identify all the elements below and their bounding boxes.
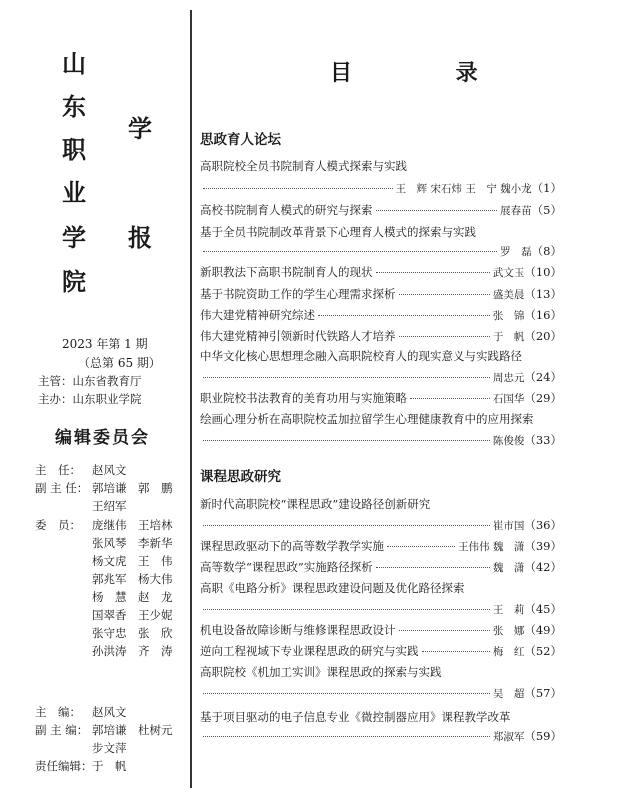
section-heading: 课程思政研究	[200, 469, 281, 485]
toc-entry-authors: 吴 超	[492, 688, 525, 700]
toc-entry-line	[200, 538, 562, 554]
journal-name-char: 学	[62, 223, 86, 252]
toc-entry-line	[200, 432, 562, 448]
toc-entry-title[interactable]: 新时代高职院校“课程思政”建设路径创新研究	[200, 497, 431, 511]
committee-name: 郭兆军	[92, 572, 127, 586]
committee-name: 张风琴	[92, 536, 127, 550]
table-of-contents	[200, 0, 610, 801]
toc-entry-page[interactable]: （36）	[524, 518, 562, 532]
committee-name: 李新华	[138, 536, 173, 550]
toc-entry-page[interactable]: （45）	[524, 602, 562, 616]
dot-leader	[203, 693, 490, 694]
committee-name: 国翠香	[92, 608, 127, 622]
toc-entry-authors: 石国华	[492, 393, 525, 405]
committee-name: 郭培谦	[92, 481, 127, 495]
dot-leader	[399, 294, 490, 295]
dot-leader	[203, 440, 490, 441]
journal-info-column	[0, 0, 190, 801]
dot-leader	[376, 272, 490, 273]
dot-leader	[422, 651, 490, 652]
toc-entry-line	[200, 243, 562, 259]
committee-name: 于 帆	[92, 759, 127, 773]
toc-entry-authors: 张 娜	[492, 625, 525, 637]
committee-name: 郭培谦	[92, 723, 127, 737]
toc-entry-page[interactable]: （29）	[524, 391, 562, 405]
toc-entry-line	[200, 643, 562, 659]
toc-entry-page[interactable]: （49）	[524, 623, 562, 637]
journal-name-char: 学	[128, 114, 152, 143]
journal-name-char: 院	[62, 267, 86, 296]
section-heading: 思政育人论坛	[200, 132, 281, 148]
toc-entry-title[interactable]: 机电设备故障诊断与维修课程思政设计	[200, 623, 396, 637]
committee-name: 王培林	[138, 518, 173, 532]
toc-entry-authors: 盛美晨	[492, 289, 525, 301]
toc-entry-page[interactable]: （20）	[524, 329, 562, 343]
toc-entry-title[interactable]: 高职院校《机加工实训》课程思政的探索与实践	[200, 665, 442, 679]
column-divider	[190, 10, 192, 788]
toc-entry-page[interactable]: （52）	[524, 644, 562, 658]
toc-entry-authors: 郑淑军	[492, 731, 525, 743]
toc-entry-authors: 梅 红	[492, 646, 525, 658]
dot-leader	[376, 567, 490, 568]
toc-entry-title[interactable]: 基于书院资助工作的学生心理需求探析	[200, 287, 396, 301]
committee-name: 杨大伟	[138, 572, 173, 586]
journal-name-char: 职	[62, 135, 86, 164]
toc-entry-page[interactable]: （57）	[524, 686, 562, 700]
committee-name: 赵 龙	[138, 590, 173, 604]
toc-entry-authors: 张 锦	[492, 310, 525, 322]
dot-leader	[203, 609, 490, 610]
dot-leader	[376, 210, 498, 211]
committee-name: 杜树元	[138, 723, 173, 737]
committee-title: 编辑委员会	[55, 428, 150, 448]
role-label: 副 主 任：	[35, 481, 89, 495]
toc-entry-authors: 罗 磊	[500, 246, 532, 258]
toc-entry-authors: 崔市国	[492, 520, 525, 532]
committee-name: 张 欣	[138, 626, 173, 640]
toc-entry-line	[200, 202, 562, 218]
toc-entry-line	[200, 328, 562, 344]
dot-leader	[387, 546, 455, 547]
toc-entry-title[interactable]: 基于项目驱动的电子信息专业《微控制器应用》课程教学改革	[200, 710, 511, 724]
dot-leader	[203, 525, 490, 526]
dot-leader	[203, 188, 393, 189]
dot-leader	[203, 377, 490, 378]
toc-entry-page[interactable]: （16）	[524, 308, 562, 322]
toc-entry-line	[200, 286, 562, 302]
toc-entry-title[interactable]: 高等数学“课程思政”实施路径探析	[200, 560, 373, 574]
committee-name: 王 伟	[138, 554, 173, 568]
toc-entry-authors: 王 莉	[492, 604, 525, 616]
journal-name-char: 东	[62, 92, 86, 121]
toc-entry-authors: 周忠元	[492, 372, 525, 384]
toc-entry-page[interactable]: （39）	[524, 539, 562, 553]
dot-leader	[318, 315, 490, 316]
committee-name: 杨文虎	[92, 554, 127, 568]
toc-entry-page[interactable]: （24）	[524, 370, 562, 384]
toc-entry-line	[200, 517, 562, 533]
dot-leader	[203, 736, 490, 737]
committee-name: 赵风文	[92, 705, 127, 719]
toc-entry-page[interactable]: （42）	[524, 560, 562, 574]
committee-name: 步文萍	[92, 741, 127, 755]
dot-leader	[203, 251, 497, 252]
toc-entry-page[interactable]: （59）	[524, 729, 562, 743]
dot-leader	[399, 630, 490, 631]
toc-entry-title[interactable]: 新职教法下高职书院制育人的现状	[200, 265, 373, 279]
toc-entry-title[interactable]: 高职院校全员书院制育人模式探索与实践	[200, 159, 407, 173]
toc-entry-page[interactable]: （10）	[524, 265, 562, 279]
toc-entry-authors: 王 辉 宋石炜 王 宁 魏小龙	[395, 183, 532, 195]
toc-entry-title[interactable]: 高职《电路分析》课程思政建设问题及优化路径探索	[200, 581, 465, 595]
toc-entry-page[interactable]: （33）	[524, 433, 562, 447]
role-label: 主 编：	[35, 705, 81, 719]
toc-entry-line	[200, 264, 562, 280]
toc-entry-title[interactable]: 课程思政驱动下的高等数学教学实施	[200, 539, 384, 553]
journal-name-char: 报	[128, 223, 152, 252]
committee-name: 王绍军	[92, 499, 127, 513]
toc-entry-authors: 王伟伟 魏 潇	[458, 541, 525, 553]
toc-entry-line	[200, 559, 562, 575]
toc-entry-page[interactable]: （13）	[524, 287, 562, 301]
toc-entry-line	[200, 685, 562, 701]
toc-entry-title[interactable]: 绘画心理分析在高职院校孟加拉留学生心理健康教育中的应用探索	[200, 412, 534, 426]
role-label: 责任编辑：	[35, 759, 93, 773]
committee-name: 杨 慧	[92, 590, 127, 604]
role-label: 副 主 编：	[35, 723, 89, 737]
role-label: 委 员：	[35, 518, 81, 532]
role-label: 主 任：	[35, 463, 81, 477]
committee-name: 齐 涛	[138, 644, 173, 658]
toc-entry-authors: 陈俊俊	[492, 435, 525, 447]
toc-entry-title[interactable]: 高校书院制育人模式的研究与探索	[200, 203, 373, 217]
journal-name-char: 山	[62, 49, 86, 78]
issue-total: （总第 65 期）	[78, 356, 161, 370]
toc-entry-page[interactable]: （5）	[531, 203, 562, 217]
toc-entry-title[interactable]: 伟大建党精神研究综述	[200, 308, 315, 322]
toc-entry-title[interactable]: 逆向工程视域下专业课程思政的研究与实践	[200, 644, 419, 658]
toc-entry-title[interactable]: 基于全员书院制改革背景下心理育人模式的探索与实践	[200, 225, 476, 239]
issue-number: 2023 年第 1 期	[62, 337, 148, 351]
committee-name: 孙洪涛	[92, 644, 127, 658]
toc-entry-authors: 展春苗	[500, 205, 532, 217]
toc-entry-authors: 武文玉	[492, 267, 525, 279]
dot-leader	[410, 398, 490, 399]
sponsor: 主管：山东省教育厅	[38, 374, 142, 388]
toc-entry-page[interactable]: （8）	[531, 244, 562, 258]
toc-entry-line	[200, 601, 562, 617]
committee-name: 赵风文	[92, 463, 127, 477]
committee-name: 张守忠	[92, 626, 127, 640]
toc-title: 目 录	[330, 60, 526, 86]
toc-entry-line	[200, 390, 562, 406]
toc-entry-line	[200, 369, 562, 385]
toc-entry-title[interactable]: 伟大建党精神引领新时代铁路人才培养	[200, 329, 396, 343]
toc-entry-authors: 于 帆	[492, 331, 525, 343]
committee-name: 郭 鹏	[138, 481, 173, 495]
committee-name: 王少妮	[138, 608, 173, 622]
toc-entry-line	[200, 728, 562, 744]
committee-name: 庞继伟	[92, 518, 127, 532]
dot-leader	[399, 336, 490, 337]
journal-name-char: 业	[62, 178, 86, 207]
toc-entry-line	[200, 307, 562, 323]
toc-entry-title[interactable]: 中华文化核心思想理念融入高职院校育人的现实意义与实践路径	[200, 349, 522, 363]
toc-entry-line	[200, 180, 562, 196]
toc-entry-line	[200, 622, 562, 638]
toc-entry-page[interactable]: （1）	[531, 181, 562, 195]
toc-entry-title[interactable]: 职业院校书法教育的美育功用与实施策略	[200, 391, 407, 405]
organizer: 主办：山东职业学院	[38, 392, 142, 406]
toc-entry-authors: 魏 潇	[492, 562, 525, 574]
